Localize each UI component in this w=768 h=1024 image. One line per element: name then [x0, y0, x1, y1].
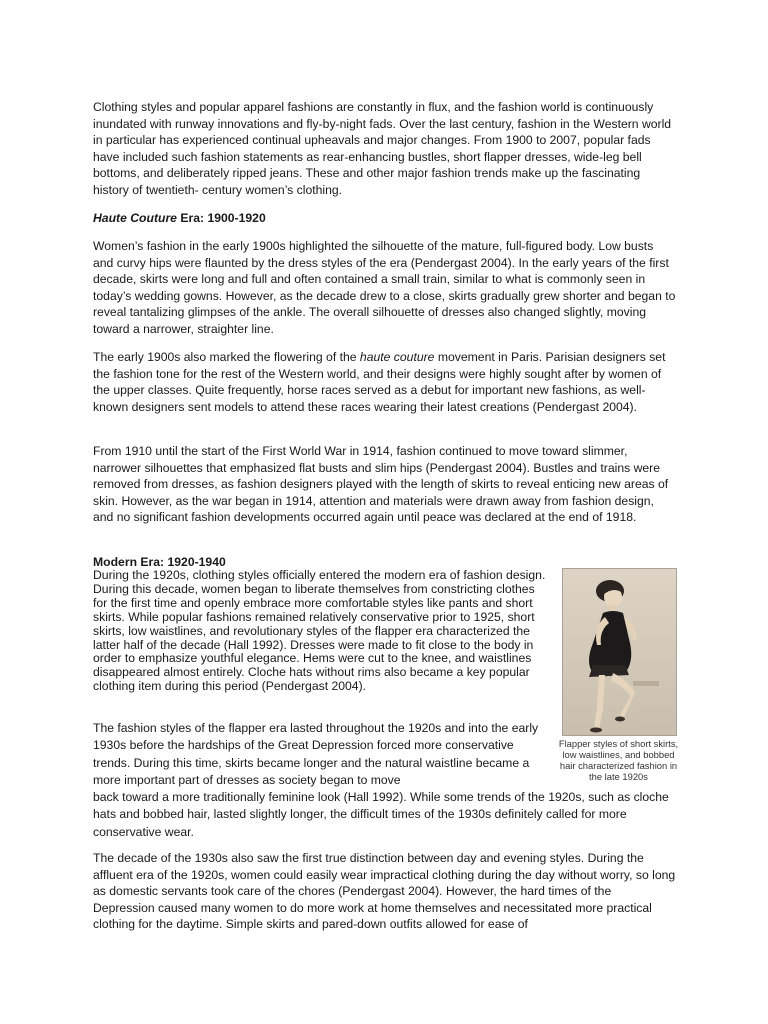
intro-paragraph: Clothing styles and popular apparel fashions are constantly in flux, and the fashion world is continuously inundated with runway innovations and fly-by-night fads. Over the last century, fashion in the Western world in particular has experienced continual upheavals and major changes. From 1900 to 2007, popular fads have included such fashion statements as rear-enhancing bustles, short flapper dresses, wide-leg bell bottoms, and deliberately ripped jeans. These and other major fashion trends make up the fascinating history of twentieth- century women’s clothing.	[93, 100, 672, 197]
paragraph-haute-couture	[93, 349, 676, 415]
flapper-text-wide: back toward a more traditionally feminine look (Hall 1992). While some trends of the 1920s, such as cloche hats and bobbed hair, lasted slightly longer, the difficult times of the 1930s definitely called for more conservative wear.	[93, 790, 669, 839]
section-heading-haute-couture	[93, 210, 266, 227]
paragraph-early-1900s: Women’s fashion in the early 1900s highlighted the silhouette of the mature, full-figured body. Low busts and curvy hips were flaunted by the dress styles of the era (Pendergast 2004). In the early years of the first decade, skirts were long and full and often contained a small train, similar to what is commonly seen in today’s wedding gowns. However, as the decade drew to a close, skirts gradually grew shorter and began to reveal tantalizing glimpses of the ankle. The overall silhouette of dresses also changed slightly, moving toward a narrower, straighter line.	[93, 239, 676, 336]
heading-italic-part: Haute Couture	[93, 211, 177, 225]
p2-emphasis: haute couture	[359, 350, 435, 364]
flapper-text-narrow: The fashion styles of the flapper era lasted throughout the 1920s and into the early 1930s before the hardships of the Great Depression forced more conservative trends. During this time, skirts became longer and the natural waistline became a more important part of dresses as society began to move	[93, 721, 539, 787]
paragraph-1930s: The decade of the 1930s also saw the first true distinction between day and evening styles. During the affluent era of the 1920s, women could easily wear impractical clothing during the day without worry, so long as domestic servants took care of the chores (Pendergast 2004). However, the hard times of the Depression caused many women to do more work at home themselves and necessitated more practical clothing for the daytime. Simple skirts and pared-down outfits allowed for ease of	[93, 851, 676, 931]
flapper-illustration	[563, 569, 676, 735]
figure-caption: Flapper styles of short skirts, low waistlines, and bobbed hair characterized fashion in the late 1920s	[558, 738, 679, 782]
paragraph-1920s: During the 1920s, clothing styles officially entered the modern era of fashion design. During this decade, women began to liberate themselves from constricting clothes for the first time and openly embrace more comfortable styles like pants and short skirts. While popular fashions remained relatively conservative prior to 1925, short skirts, low waistlines, and revolutionary styles of the flapper era characterized the latter half of the decade (Hall 1992). Dresses were made to fit close to the body in order to emphasize youthful elegance. Hems were cut to the knee, and waistlines disappeared almost entirely. Cloche hats without rims also became a key popular clothing item during this period (Pendergast 2004).	[93, 568, 546, 694]
p2-text-b: movement in Paris. Parisian designers set the fashion tone for the rest of the Western world, and their designs were highly sought after by women of the upper classes. Quite frequently, horse races served as a debut for important new fashions, as well-known designers sent models to attend these races wearing their latest creations (Pendergast 2004).	[93, 350, 666, 414]
section-heading-modern-era: Modern Era: 1920-1940	[93, 555, 226, 569]
flapper-photo	[562, 568, 677, 736]
heading-rest-part: Era: 1900-1920	[176, 211, 266, 225]
paragraph-1910-1918: From 1910 until the start of the First World War in 1914, fashion continued to move toward slimmer, narrower silhouettes that emphasized flat busts and slim hips (Pendergast 2004). Bustles and trains were removed from dresses, as fashion designers played with the length of skirts to reveal enticing new areas of skin. However, as the war began in 1914, attention and materials were drawn away from fashion design, and no significant fashion developments occurred again until peace was declared at the end of 1918.	[93, 444, 669, 524]
p2-text-a: The early 1900s also marked the flowering of the	[93, 350, 360, 364]
